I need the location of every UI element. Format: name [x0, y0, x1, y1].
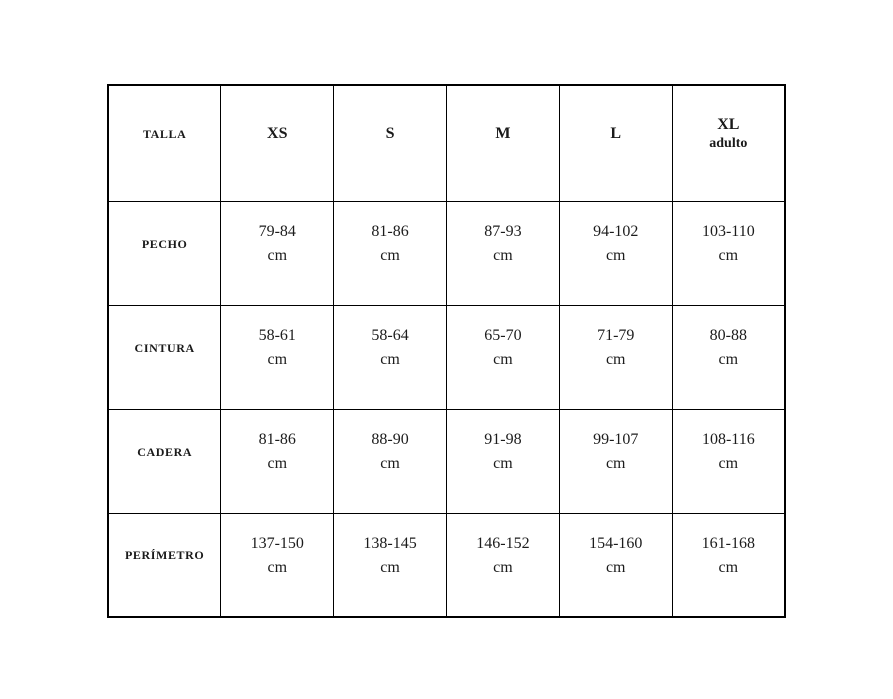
cell-cintura-xl: [672, 305, 785, 409]
cell-cadera-s: [334, 409, 447, 513]
cell-unit: cm: [493, 455, 513, 472]
cell-unit: cm: [267, 558, 288, 576]
col-header-l: [559, 85, 672, 201]
size-label-l: L: [610, 125, 622, 143]
cell-cintura-s: [334, 305, 447, 409]
cell-unit: cm: [493, 247, 513, 264]
cell-content: [560, 532, 672, 580]
cell-value: 88-90: [371, 431, 409, 448]
col-header-xl-adulto: [672, 85, 785, 201]
table-row-cadera: [108, 409, 785, 513]
cell-value: 87-93: [484, 223, 522, 240]
cell-cadera-l: [559, 409, 672, 513]
cell-content: [673, 324, 784, 372]
cell-pecho-xs: [221, 201, 334, 305]
cell-pecho-l: [559, 201, 672, 305]
cell-value: 138-145: [363, 534, 417, 552]
cell-content: [447, 532, 559, 580]
size-sublabel-adulto: adulto: [709, 136, 748, 152]
size-label-xs: XS: [267, 125, 288, 143]
cell-value: 81-86: [258, 431, 296, 448]
cell-unit: cm: [267, 455, 288, 472]
cell-content: [447, 220, 559, 268]
cell-value: 91-98: [484, 431, 522, 448]
col-header-s: [334, 85, 447, 201]
cell-content: [334, 428, 446, 476]
cell-unit: cm: [267, 351, 288, 368]
row-label-cell-perimetro: [108, 513, 221, 617]
row-label: CINTURA: [134, 340, 195, 355]
cell-content: [560, 428, 672, 476]
cell-pecho-s: [334, 201, 447, 305]
cell-unit: cm: [493, 558, 513, 576]
cell-value: 58-61: [258, 327, 296, 344]
cell-unit: cm: [718, 455, 739, 472]
corner-label: TALLA: [142, 126, 187, 141]
cell-value: 161-168: [701, 534, 755, 552]
cell-content: [334, 324, 446, 372]
col-header-xs: [221, 85, 334, 201]
cell-unit: cm: [380, 247, 400, 264]
cell-value: 71-79: [597, 327, 635, 344]
cell-content: [334, 532, 446, 580]
row-label: PECHO: [141, 236, 188, 251]
cell-value: 108-116: [701, 431, 755, 448]
cell-content: [447, 324, 559, 372]
cell-content: [221, 324, 333, 372]
cell-value: 65-70: [484, 327, 522, 344]
cell-unit: cm: [267, 247, 288, 264]
size-label-m: M: [495, 125, 511, 143]
header-row: [108, 85, 785, 201]
row-label-cell-cintura: [108, 305, 221, 409]
row-label-cell-cadera: [108, 409, 221, 513]
cell-cintura-m: [446, 305, 559, 409]
col-header-m: [446, 85, 559, 201]
cell-cintura-xs: [221, 305, 334, 409]
cell-content: [673, 220, 784, 268]
cell-value: 103-110: [701, 223, 755, 240]
cell-content: [221, 532, 333, 580]
cell-unit: cm: [605, 247, 626, 264]
row-label-cell-pecho: [108, 201, 221, 305]
table-row-cintura: [108, 305, 785, 409]
cell-content: [447, 428, 559, 476]
cell-value: 79-84: [258, 223, 296, 240]
cell-content: [560, 220, 672, 268]
cell-content: [673, 532, 784, 580]
cell-unit: cm: [380, 558, 400, 576]
cell-content: [560, 324, 672, 372]
cell-perimetro-xl: [672, 513, 785, 617]
size-chart-table: [107, 84, 786, 618]
cell-value: 80-88: [709, 327, 747, 344]
cell-pecho-xl: [672, 201, 785, 305]
cell-perimetro-xs: [221, 513, 334, 617]
cell-unit: cm: [605, 455, 626, 472]
cell-unit: cm: [718, 558, 739, 576]
cell-cadera-m: [446, 409, 559, 513]
cell-unit: cm: [493, 351, 513, 368]
cell-value: 94-102: [593, 223, 639, 240]
size-label-xl-wrap: [673, 116, 784, 152]
corner-cell-talla: [108, 85, 221, 201]
table-row-pecho: [108, 201, 785, 305]
size-label-xl: XL: [717, 116, 740, 134]
cell-content: [334, 220, 446, 268]
size-label-s: S: [385, 125, 395, 143]
table-row-perimetro: [108, 513, 785, 617]
cell-unit: cm: [605, 351, 626, 368]
cell-unit: cm: [718, 247, 739, 264]
cell-cadera-xs: [221, 409, 334, 513]
cell-value: 58-64: [371, 327, 409, 344]
cell-content: [221, 428, 333, 476]
cell-value: 81-86: [371, 223, 409, 240]
cell-cintura-l: [559, 305, 672, 409]
cell-value: 146-152: [476, 534, 530, 552]
cell-content: [673, 428, 784, 476]
cell-value: 154-160: [589, 534, 643, 552]
row-label: PERÍMETRO: [124, 548, 205, 563]
cell-unit: cm: [718, 351, 739, 368]
cell-perimetro-l: [559, 513, 672, 617]
cell-content: [221, 220, 333, 268]
cell-perimetro-s: [334, 513, 447, 617]
cell-value: 137-150: [250, 534, 304, 552]
cell-unit: cm: [605, 558, 626, 576]
cell-unit: cm: [380, 455, 400, 472]
cell-pecho-m: [446, 201, 559, 305]
cell-perimetro-m: [446, 513, 559, 617]
cell-cadera-xl: [672, 409, 785, 513]
row-label: CADERA: [137, 444, 193, 459]
cell-value: 99-107: [593, 431, 639, 448]
cell-unit: cm: [380, 351, 400, 368]
